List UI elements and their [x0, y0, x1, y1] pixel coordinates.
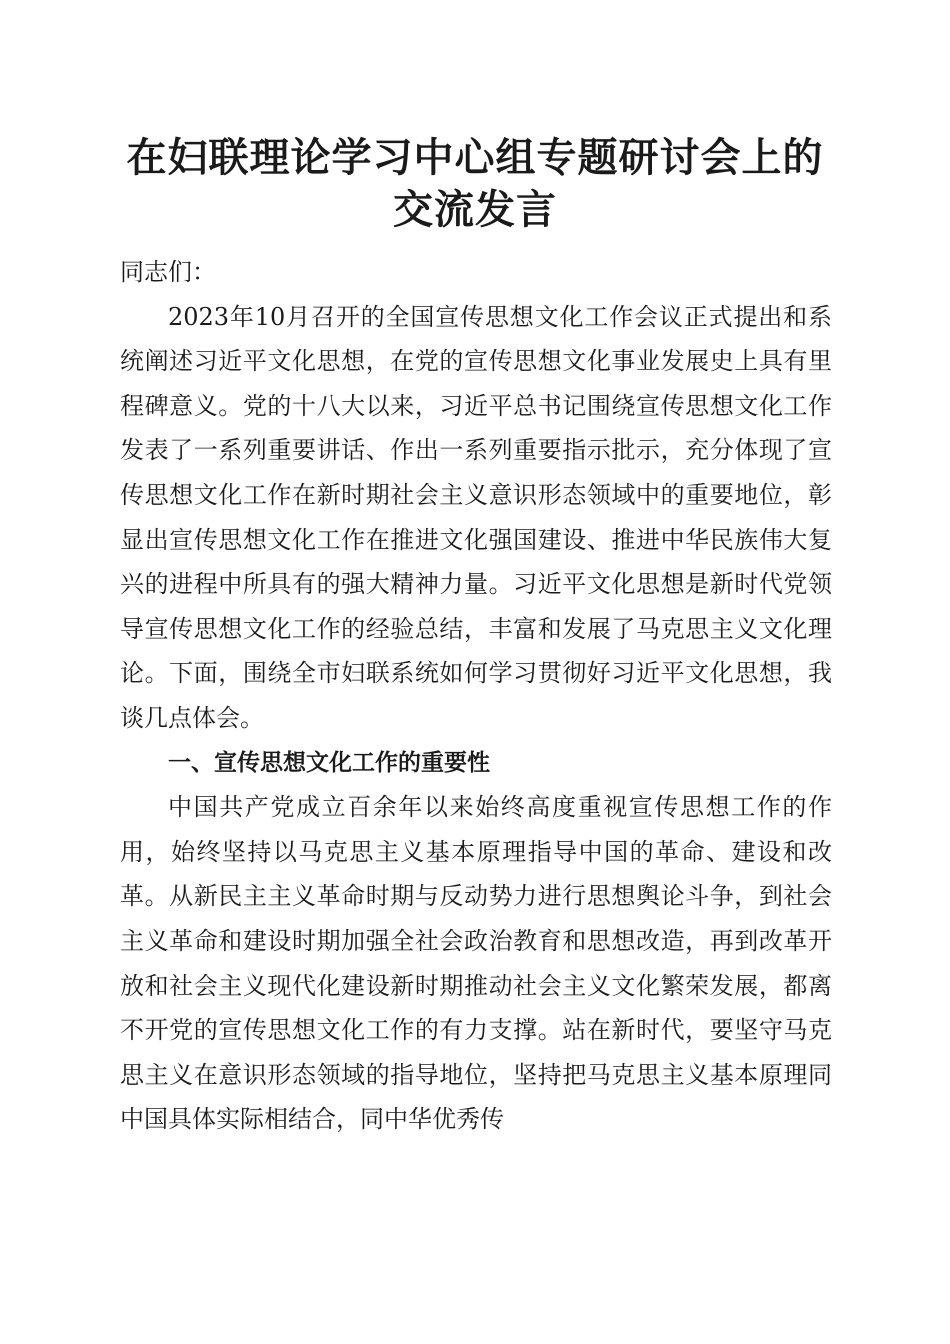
- document-title: 在妇联理论学习中心组专题研讨会上的交流发言: [126, 134, 824, 233]
- section-paragraph: 中国共产党成立百余年以来始终高度重视宣传思想工作的作用，始终坚持以马克思主义基本原理指导中国的革命、建设和改革。从新民主主义革命时期与反动势力进行思想舆论斗争，到社会主义革命和建设时期加强全社会政治教育和思想改造，再到改革开放和社会主义现代化建设新时期推动社会主义文化繁荣发展，都离不开党的宣传思想文化工作的有力支撑。站在新时代，要坚守马克思主义在意识形态领域的指导地位，坚持把马克思主义基本原理同中国具体实际相结合，同中华优秀传: [120, 793, 832, 1134]
- intro-paragraph: 2023年10月召开的全国宣传思想文化工作会议正式提出和系统阐述习近平文化思想，在党的宣传思想文化事业发展史上具有里程碑意义。党的十八大以来，习近平总书记围绕宣传思想文化工作发表了一系列重要讲话、作出一系列重要指示批示，充分体现了宣传思想文化工作在新时期社会主义意识形态领域中的重要地位，彰显出宣传思想文化工作在推进文化强国建设、推进中华民族伟大复兴的进程中所具有的强大精神力量。习近平文化思想是新时代党领导宣传思想文化工作的经验总结，丰富和发展了马克思主义文化理论。下面，围绕全市妇联系统如何学习贯彻好习近平文化思想，我谈几点体会。: [120, 302, 832, 732]
- section-heading: 一、宣传思想文化工作的重要性: [168, 749, 490, 776]
- salutation: 同志们：: [120, 258, 216, 286]
- document-body: [120, 250, 832, 1142]
